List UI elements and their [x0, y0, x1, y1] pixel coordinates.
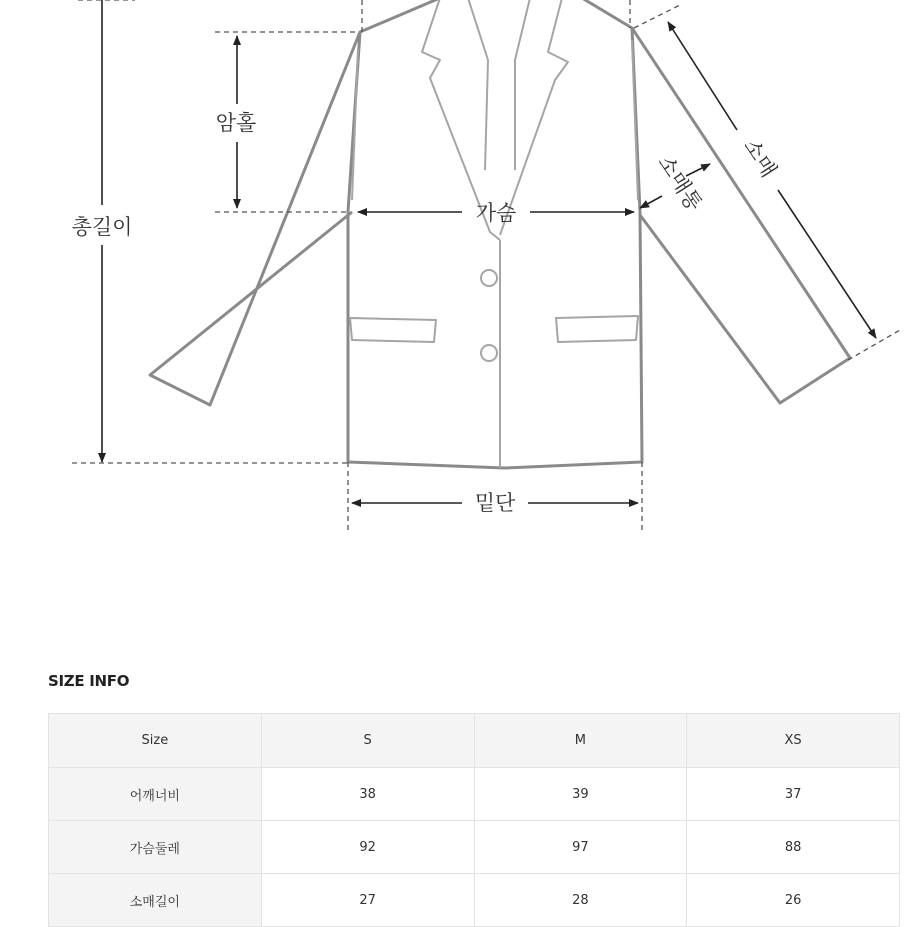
header-cell-size: Size: [49, 714, 262, 768]
table-cell: 27: [261, 874, 474, 927]
table-row: [49, 821, 900, 874]
sleeve-label: 소매: [738, 134, 782, 182]
header-cell-m: M: [474, 714, 687, 768]
total-length-label: 총길이: [71, 215, 133, 239]
sleeve-width-arrow-lower: [640, 196, 662, 208]
guide-lines: [72, 0, 900, 532]
sleeve-width-label: 소매통: [653, 150, 707, 216]
sleeve-arrow-upper: [668, 22, 737, 130]
table-cell: 88: [687, 821, 900, 874]
jacket-details: [350, 0, 638, 468]
sleeve-arrow-lower: [778, 190, 876, 338]
size-table: [48, 713, 900, 927]
table-cell: 37: [687, 768, 900, 821]
table-cell: 26: [687, 874, 900, 927]
measurement-arrows: [102, 0, 876, 503]
table-cell: 28: [474, 874, 687, 927]
table-cell: 92: [261, 821, 474, 874]
row-label-shoulder: 어깨너비: [49, 768, 262, 821]
table-cell: 97: [474, 821, 687, 874]
chest-label: 가슴: [475, 201, 517, 225]
table-header-row: [49, 714, 900, 768]
table-row: [49, 874, 900, 927]
table-cell: 39: [474, 768, 687, 821]
header-cell-xs: XS: [687, 714, 900, 768]
table-cell: 38: [261, 768, 474, 821]
row-label-chest: 가슴둘레: [49, 821, 262, 874]
table-row: [49, 768, 900, 821]
armhole-label: 암홀: [215, 111, 257, 135]
header-cell-s: S: [261, 714, 474, 768]
hem-label: 밑단: [474, 491, 516, 515]
size-info-title: SIZE INFO: [48, 672, 130, 690]
row-label-sleeve: 소매길이: [49, 874, 262, 927]
